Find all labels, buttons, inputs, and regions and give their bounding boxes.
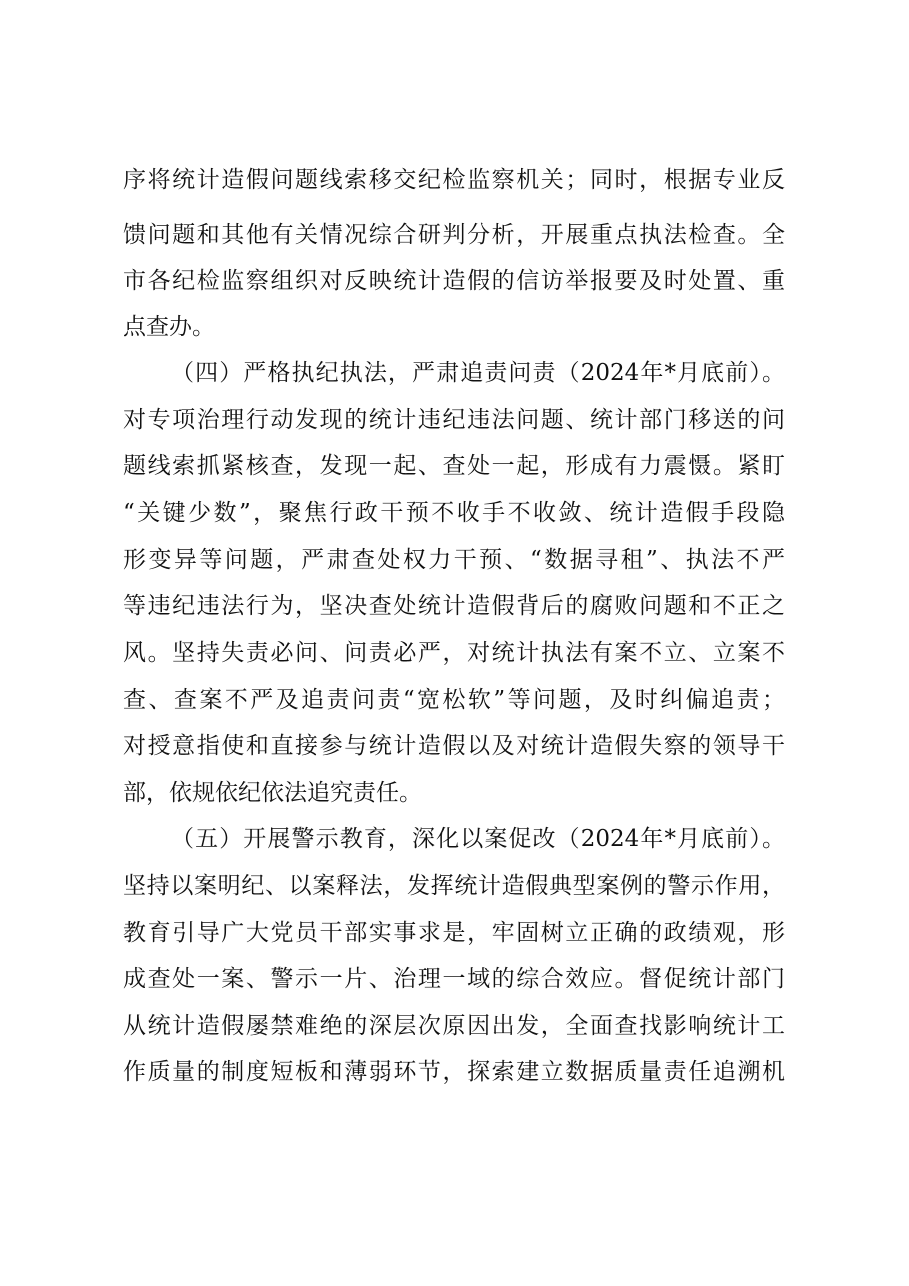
text-line: 作质量的制度短板和薄弱环节，探索建立数据质量责任追溯机 (123, 1059, 785, 1085)
text-line: 形变异等问题，严肃查处权力干预、“数据寻租”、执法不严 (123, 547, 785, 573)
text-line: 部，依规依纪依法追究责任。 (123, 780, 422, 806)
text-line: 从统计造假屡禁难绝的深层次原因出发，全面查找影响统计工 (123, 1013, 785, 1039)
text-line: 馈问题和其他有关情况综合研判分析，开展重点执法检查。全 (123, 222, 785, 248)
text-line: 序将统计造假问题线索移交纪检监察机关；同时，根据专业反 (123, 167, 785, 193)
text-line: 市各纪检监察组织对反映统计造假的信访举报要及时处置、重 (123, 268, 785, 294)
text-line: 点查办。 (123, 314, 215, 340)
text-line: “关键少数”，聚焦行政干预不收手不收敛、统计造假手段隐 (123, 500, 785, 526)
text-line: 对授意指使和直接参与统计造假以及对统计造假失察的领导干 (123, 733, 785, 759)
text-line: 等违纪违法行为，坚决查处统计造假背后的腐败问题和不正之 (123, 593, 785, 619)
text-line: 成查处一案、警示一片、治理一域的综合效应。督促统计部门 (123, 966, 785, 992)
text-line: 题线索抓紧核查，发现一起、查处一起，形成有力震慑。紧盯 (123, 453, 785, 479)
text-line: 对专项治理行动发现的统计违纪违法问题、统计部门移送的问 (123, 407, 785, 433)
text-line: 教育引导广大党员干部实事求是，牢固树立正确的政绩观，形 (123, 920, 785, 946)
text-line: 查、查案不严及追责问责“宽松软”等问题，及时纠偏追责； (123, 687, 785, 713)
text-line: 坚持以案明纪、以案释法，发挥统计造假典型案例的警示作用， (123, 873, 785, 899)
text-line: 风。坚持失责必问、问责必严，对统计执法有案不立、立案不 (123, 640, 785, 666)
section-heading-5: （五）开展警示教育，深化以案促改（2024年*月底前）。 (171, 826, 785, 852)
section-heading-4: （四）严格执纪执法，严肃追责问责（2024年*月底前）。 (171, 360, 785, 386)
